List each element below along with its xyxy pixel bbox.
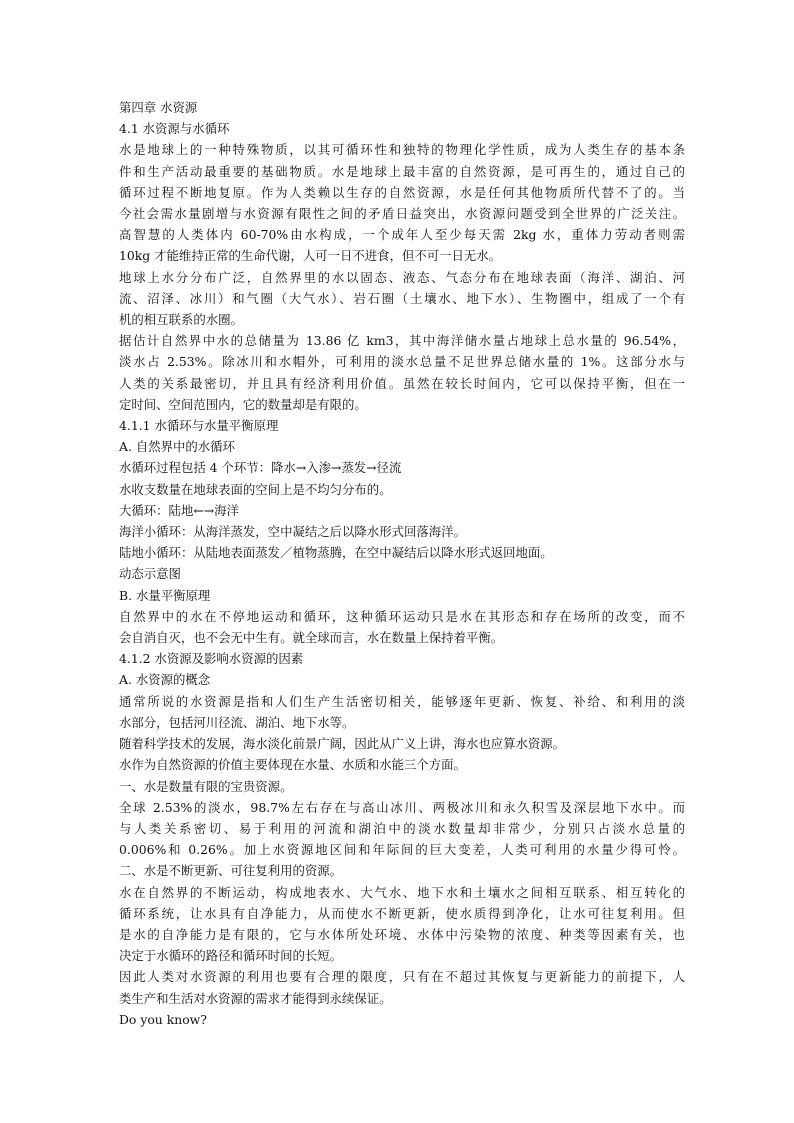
- paragraph-line: 件和生产活动最重要的基础物质。水是地球上最丰富的自然资源，是可再生的，通过自己的: [119, 163, 685, 179]
- paragraph-line: 循环过程不断地复原。作为人类赖以生存的自然资源，水是任何其他物质所代替不了的。当: [119, 184, 685, 200]
- section-heading: 4.1 水资源与水循环: [119, 121, 230, 137]
- paragraph-line: 水部分，包括河川径流、湖泊、地下水等。: [119, 714, 355, 730]
- subsection-heading: 4.1.1 水循环与水量平衡原理: [119, 418, 279, 434]
- paragraph-line: 随着科学技术的发展，海水淡化前景广阔，因此从广义上讲，海水也应算水资源。: [119, 736, 566, 752]
- paragraph-line: 10kg 才能维持正常的生命代谢，人可一日不进食，但不可一日无水。: [119, 248, 502, 264]
- paragraph-line: 今社会需水量剧增与水资源有限性之间的矛盾日益突出，水资源问题受到全世界的广泛关注。: [119, 206, 685, 222]
- numbered-point: 二、水是不断更新、可往复利用的资源。: [119, 863, 343, 879]
- do-you-know-heading: Do you know?: [119, 1011, 207, 1027]
- paragraph-line: 与人类关系密切、易于利用的河流和湖泊中的淡水数量却非常少，分别只占淡水总量的: [119, 820, 685, 836]
- paragraph-line: 陆地小循环：从陆地表面蒸发／植物蒸腾，在空中凝结后以降水形式返回地面。: [119, 545, 553, 561]
- paragraph-line: 因此人类对水资源的利用也要有合理的限度，只有在不超过其恢复与更新能力的前提下，人: [119, 969, 685, 985]
- paragraph-line: 会自消自灭，也不会无中生有。就全球而言，水在数量上保持着平衡。: [119, 630, 504, 646]
- paragraph-line: 水收支数量在地球表面的空间上是不均匀分布的。: [119, 481, 392, 497]
- subheading: A. 水资源的概念: [119, 672, 211, 688]
- paragraph-line: 定时间、空间范围内，它的数量却是有限的。: [119, 396, 367, 412]
- paragraph-line: 据估计自然界中水的总储量为 13.86 亿 km3，其中海洋储水量占地球上总水量的 96.54%，: [119, 333, 685, 349]
- paragraph-line: 水在自然界的不断运动，构成地表水、大气水、地下水和土壤水之间相互联系、相互转化的: [119, 884, 685, 900]
- paragraph-line: 水作为自然资源的价值主要体现在水量、水质和水能三个方面。: [119, 757, 466, 773]
- paragraph-line: 决定于水循环的路径和循环时间的长短。: [119, 948, 343, 964]
- paragraph-line: 全球 2.53%的淡水，98.7%左右存在与高山冰川、两极冰川和永久积雪及深层地下水中。而: [119, 799, 685, 815]
- paragraph-line: 循环系统，让水具有自净能力，从而使水不断更新，使水质得到净化，让水可往复利用。但: [119, 905, 685, 921]
- document-page: [119, 97, 685, 1030]
- paragraph-line: 地球上水分分布广泛，自然界里的水以固态、液态、气态分布在地球表面（海洋、湖泊、河: [119, 269, 685, 285]
- paragraph-line: 通常所说的水资源是指和人们生产生活密切相关，能够逐年更新、恢复、补给、和利用的淡: [119, 693, 685, 709]
- numbered-point: 一、水是数量有限的宝贵资源。: [119, 778, 293, 794]
- diagram-caption: 动态示意图: [119, 566, 181, 582]
- paragraph-line: 人类的关系最密切，并且具有经济利用价值。虽然在较长时间内，它可以保持平衡，但在一: [119, 375, 685, 391]
- paragraph-line: 水是地球上的一种特殊物质，以其可循环性和独特的物理化学性质，成为人类生存的基本条: [119, 142, 685, 158]
- paragraph-line: 淡水占 2.53%。除冰川和水帽外，可利用的淡水总量不足世界总储水量的 1%。这部分水与: [119, 354, 685, 370]
- subheading: A. 自然界中的水循环: [119, 439, 235, 455]
- chapter-title: 第四章 水资源: [119, 100, 198, 115]
- paragraph-line: 机的相互联系的水圈。: [119, 312, 243, 328]
- subheading: B. 水量平衡原理: [119, 587, 211, 603]
- paragraph-line: 海洋小循环：从海洋蒸发，空中凝结之后以降水形式回落海洋。: [119, 524, 466, 540]
- paragraph-line: 水循环过程包括 4 个环节：降水→入渗→蒸发→径流: [119, 460, 402, 476]
- paragraph-line: 高智慧的人类体内 60-70%由水构成，一个成年人至少每天需 2kg 水，重体力劳动者则需: [119, 227, 685, 243]
- paragraph-line: 是水的自净能力是有限的，它与水体所处环境、水体中污染物的浓度、种类等因素有关，也: [119, 926, 685, 942]
- paragraph-line: 大循环：陆地←→海洋: [119, 502, 239, 518]
- paragraph-line: 流、沼泽、冰川）和气圈（大气水）、岩石圈（土壤水、地下水）、生物圈中，组成了一个有: [119, 290, 685, 306]
- paragraph-line: 0.006%和 0.26%。加上水资源地区间和年际间的巨大变差，人类可利用的水量少得可怜。: [119, 842, 685, 858]
- paragraph-line: 自然界中的水在不停地运动和循环，这种循环运动只是水在其形态和存在场所的改变，而不: [119, 608, 685, 624]
- paragraph-line: 类生产和生活对水资源的需求才能得到永续保证。: [119, 990, 392, 1006]
- subsection-heading: 4.1.2 水资源及影响水资源的因素: [119, 651, 304, 667]
